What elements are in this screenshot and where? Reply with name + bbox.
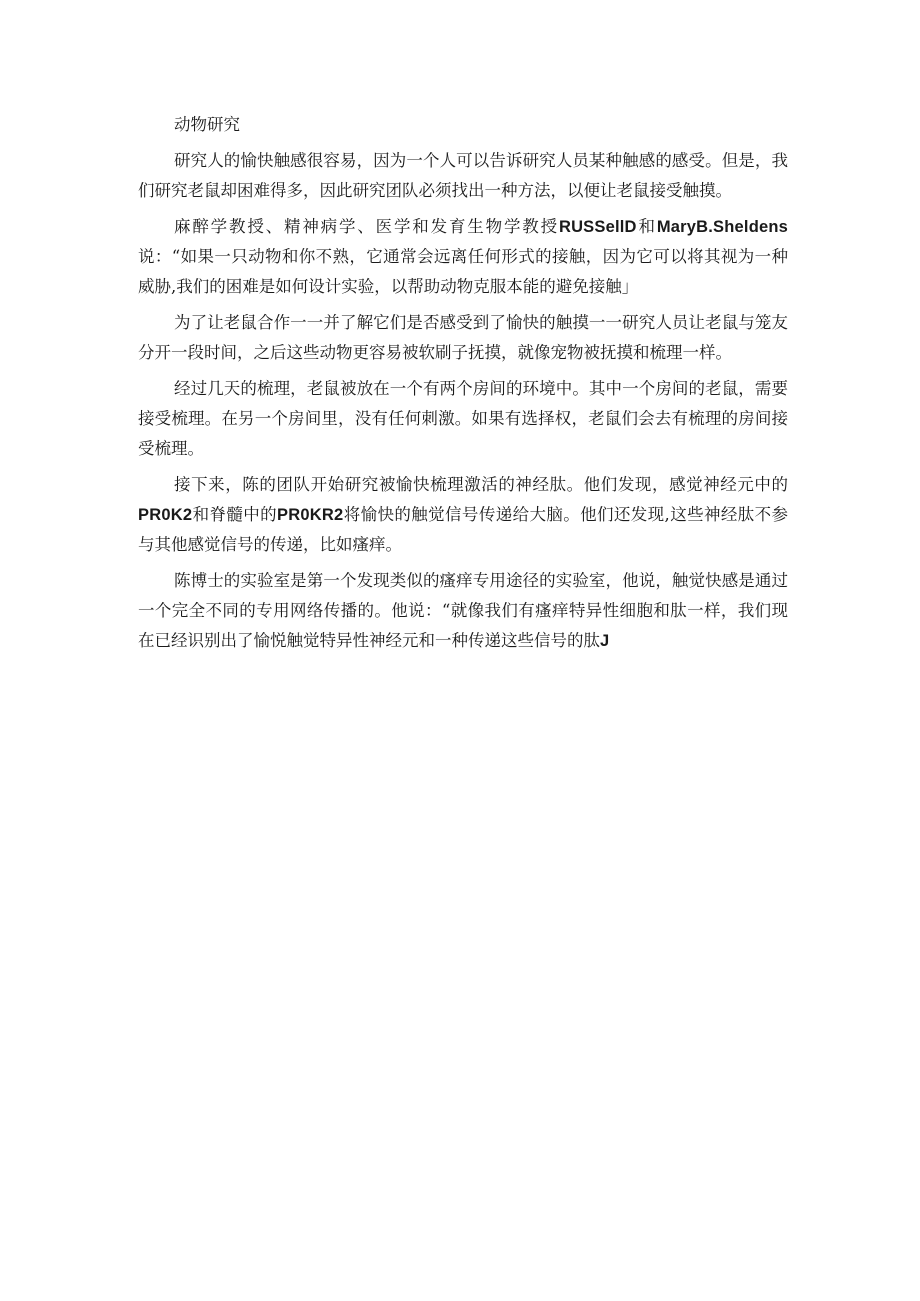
- paragraph-2-text-c: 说：“如果一只动物和你不熟，它通常会远离任何形式的接触，因为它可以将其视为一种威胁,我们的困难是如何设计实验，以帮助动物克服本能的避免接触」: [138, 247, 788, 296]
- paragraph-2-text-b: 和: [636, 217, 657, 236]
- document-body: [138, 110, 788, 662]
- paragraph-6-end-mark: J: [600, 632, 610, 650]
- paragraph-1: 研究人的愉快触感很容易，因为一个人可以告诉研究人员某种触感的感受。但是，我们研究老鼠却困难得多，因此研究团队必须找出一种方法，以便让老鼠接受触摸。: [138, 151, 788, 200]
- person-name-2: MaryB.Sheldens: [656, 218, 789, 236]
- paragraph-4: 经过几天的梳理，老鼠被放在一个有两个房间的环境中。其中一个房间的老鼠，需要接受梳理。在另一个房间里，没有任何刺激。如果有选择权，老鼠们会去有梳理的房间接受梳理。: [138, 379, 788, 458]
- paragraph-2-text-a: 麻醉学教授、精神病学、医学和发育生物学教授: [174, 217, 559, 236]
- term-prokr2: PR0KR2: [277, 506, 344, 524]
- paragraph-5: [138, 470, 788, 560]
- paragraph-5-text-a: 接下来，陈的团队开始研究被愉快梳理激活的神经肽。他们发现，感觉神经元中的: [174, 475, 788, 494]
- paragraph-3: 为了让老鼠合作一一并了解它们是否感受到了愉快的触摸一一研究人员让老鼠与笼友分开一段时间，之后这些动物更容易被软刷子抚摸，就像宠物被抚摸和梳理一样。: [138, 313, 788, 362]
- person-name-1: RUSSellD: [558, 218, 637, 236]
- section-title: 动物研究: [174, 115, 240, 134]
- paragraph-5-text-b: 和脊髓中的: [192, 505, 278, 524]
- paragraph-6: [138, 566, 788, 656]
- paragraph-2: [138, 212, 788, 302]
- term-prok2: PR0K2: [138, 506, 193, 524]
- paragraph-5-text-c: 将愉快的触觉信号传递给大脑。他们还发现,这些神经肽不参与其他感觉信号的传递，比如瘙痒。: [138, 505, 789, 554]
- paragraph-6-text: 陈博士的实验室是第一个发现类似的瘙痒专用途径的实验室，他说，触觉快感是通过一个完全不同的专用网络传播的。他说：“就像我们有瘙痒特异性细胞和肽一样，我们现在已经识别出了愉悦触觉特异性神经元和一种传递这些信号的肽: [138, 571, 788, 650]
